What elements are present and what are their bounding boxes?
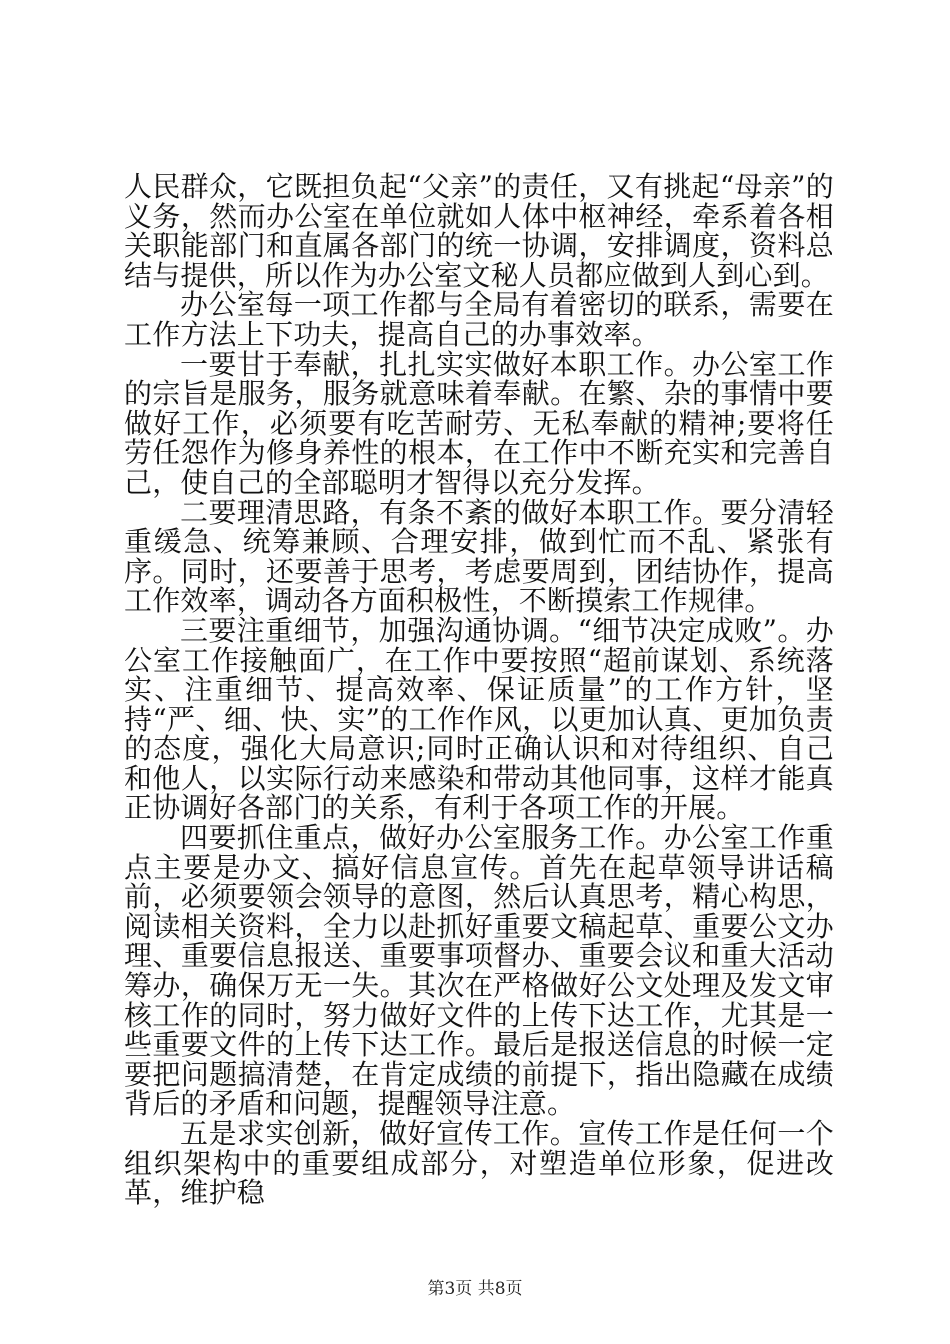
paragraph-4: 二要理清思路，有条不紊的做好本职工作。要分清轻重缓急、统筹兼顾、合理安排，做到忙而不乱、紧张有序。同时，还要善于思考，考虑要周到，团结协作，提高工作效率，调动各方面积极性，不断摸索工作规律。	[124, 495, 834, 618]
paragraph-6: 四要抓住重点，做好办公室服务工作。办公室工作重点主要是办文、搞好信息宣传。首先在起草领导讲话稿前，必须要领会领导的意图，然后认真思考，精心构思，阅读相关资料，全力以赴抓好重要文稿起草、重要公文办理、重要信息报送、重要事项督办、重要会议和重大活动筹办，确保万无一失。其次在严格做好公文处理及发文审核工作的同时，努力做好文件的上传下达工作，尤其是一些重要文件的上传下达工作。最后是报送信息的时候一定要把问题搞清楚，在肯定成绩的前提下，指出隐藏在成绩背后的矛盾和问题，提醒领导注意。	[124, 821, 834, 1121]
paragraph-3: 一要甘于奉献，扎扎实实做好本职工作。办公室工作的宗旨是服务，服务就意味着奉献。在繁、杂的事情中要做好工作，必须要有吃苦耐劳、无私奉献的精神;要将任劳任怨作为修身养性的根本，在工作中不断充实和完善自己，使自己的全部聪明才智得以充分发挥。	[124, 347, 834, 499]
paragraph-5: 三要注重细节，加强沟通协调。“细节决定成败”。办公室工作接触面广，在工作中要按照“超前谋划、系统落实、注重细节、提高效率、保证质量”的工作方针，坚持“严、细、快、实”的工作作风，以更加认真、更加负责的态度，强化大局意识;同时正确认识和对待组织、自己和他人，以实际行动来感染和带动其他同事，这样才能真正协调好各部门的关系，有利于各项工作的开展。	[124, 613, 834, 825]
page-number-footer: 第3页 共8页	[427, 1279, 523, 1299]
paragraph-7: 五是求实创新，做好宣传工作。宣传工作是任何一个组织架构中的重要组成部分，对塑造单位形象，促进改革，维护稳	[124, 1117, 834, 1210]
document-body	[124, 172, 834, 1208]
paragraph-1: 人民群众，它既担负起“父亲”的责任，又有挑起“母亲”的义务，然而办公室在单位就如人体中枢神经，牵系着各相关职能部门和直属各部门的统一协调，安排调度，资料总结与提供，所以作为办公室文秘人员都应做到人到心到。	[124, 170, 834, 292]
paragraph-2: 办公室每一项工作都与全局有着密切的联系，需要在工作方法上下功夫，提高自己的办事效率。	[124, 288, 834, 351]
